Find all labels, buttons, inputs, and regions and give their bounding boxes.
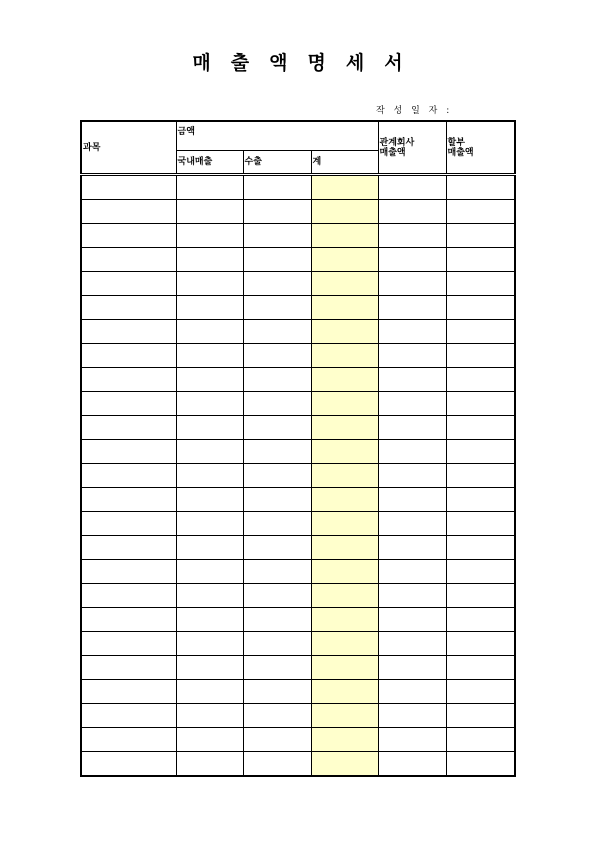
cell-total[interactable] <box>311 560 378 584</box>
cell-total[interactable] <box>311 512 378 536</box>
cell-total[interactable] <box>311 584 378 608</box>
table-row <box>81 344 515 368</box>
cell-installment[interactable] <box>446 296 515 320</box>
cell-subject[interactable] <box>81 272 176 296</box>
cell-affiliate[interactable] <box>378 392 446 416</box>
header-installment-line1: 할부 <box>447 137 465 148</box>
table-row <box>81 224 515 248</box>
cell-installment[interactable] <box>446 608 515 632</box>
cell-domestic[interactable] <box>176 560 243 584</box>
cell-affiliate[interactable] <box>378 416 446 440</box>
title-char: 매 <box>192 52 211 74</box>
cell-domestic[interactable] <box>176 175 243 200</box>
cell-domestic[interactable] <box>176 464 243 488</box>
cell-installment[interactable] <box>446 440 515 464</box>
cell-export[interactable] <box>243 560 311 584</box>
cell-subject[interactable] <box>81 464 176 488</box>
cell-total[interactable] <box>311 536 378 560</box>
cell-domestic[interactable] <box>176 680 243 704</box>
table-body <box>81 175 515 777</box>
cell-export[interactable] <box>243 440 311 464</box>
cell-domestic[interactable] <box>176 752 243 777</box>
cell-total[interactable] <box>311 656 378 680</box>
cell-affiliate[interactable] <box>378 224 446 248</box>
cell-total[interactable] <box>311 632 378 656</box>
cell-domestic[interactable] <box>176 248 243 272</box>
cell-installment[interactable] <box>446 224 515 248</box>
cell-export[interactable] <box>243 704 311 728</box>
cell-installment[interactable] <box>446 344 515 368</box>
cell-installment[interactable] <box>446 392 515 416</box>
table-row <box>81 272 515 296</box>
cell-export[interactable] <box>243 224 311 248</box>
table-row <box>81 488 515 512</box>
cell-installment[interactable] <box>446 320 515 344</box>
cell-total[interactable] <box>311 752 378 777</box>
cell-installment[interactable] <box>446 248 515 272</box>
cell-affiliate[interactable] <box>378 320 446 344</box>
cell-subject[interactable] <box>81 512 176 536</box>
title-char: 세 <box>345 52 365 74</box>
cell-installment[interactable] <box>446 728 515 752</box>
table-row <box>81 368 515 392</box>
cell-subject[interactable] <box>81 488 176 512</box>
cell-domestic[interactable] <box>176 320 243 344</box>
header-installment-sales <box>446 121 515 175</box>
cell-subject[interactable] <box>81 536 176 560</box>
table-row <box>81 536 515 560</box>
cell-subject[interactable] <box>81 175 176 200</box>
cell-affiliate[interactable] <box>378 752 446 777</box>
table-row <box>81 200 515 224</box>
cell-subject[interactable] <box>81 248 176 272</box>
cell-total[interactable] <box>311 272 378 296</box>
cell-affiliate[interactable] <box>378 368 446 392</box>
cell-export[interactable] <box>243 680 311 704</box>
cell-subject[interactable] <box>81 368 176 392</box>
cell-subject[interactable] <box>81 680 176 704</box>
header-affiliate-line1: 관계회사 <box>379 137 415 148</box>
cell-installment[interactable] <box>446 175 515 200</box>
cell-domestic[interactable] <box>176 608 243 632</box>
cell-installment[interactable] <box>446 464 515 488</box>
cell-export[interactable] <box>243 320 311 344</box>
cell-subject[interactable] <box>81 752 176 777</box>
cell-domestic[interactable] <box>176 728 243 752</box>
table-row <box>81 680 515 704</box>
cell-subject[interactable] <box>81 440 176 464</box>
cell-affiliate[interactable] <box>378 680 446 704</box>
cell-subject[interactable] <box>81 320 176 344</box>
table-row <box>81 752 515 777</box>
header-affiliate-sales <box>378 121 446 175</box>
cell-export[interactable] <box>243 248 311 272</box>
cell-subject[interactable] <box>81 608 176 632</box>
cell-domestic[interactable] <box>176 512 243 536</box>
cell-domestic[interactable] <box>176 224 243 248</box>
cell-export[interactable] <box>243 656 311 680</box>
cell-export[interactable] <box>243 584 311 608</box>
cell-installment[interactable] <box>446 656 515 680</box>
cell-domestic[interactable] <box>176 440 243 464</box>
header-amount: 금액 <box>176 121 378 151</box>
cell-domestic[interactable] <box>176 656 243 680</box>
cell-installment[interactable] <box>446 704 515 728</box>
cell-domestic[interactable] <box>176 368 243 392</box>
cell-total[interactable] <box>311 440 378 464</box>
cell-affiliate[interactable] <box>378 656 446 680</box>
cell-subject[interactable] <box>81 200 176 224</box>
cell-domestic[interactable] <box>176 632 243 656</box>
cell-total[interactable] <box>311 296 378 320</box>
header-affiliate-line2: 매출액 <box>379 147 406 158</box>
cell-export[interactable] <box>243 728 311 752</box>
cell-export[interactable] <box>243 464 311 488</box>
cell-affiliate[interactable] <box>378 488 446 512</box>
cell-export[interactable] <box>243 296 311 320</box>
cell-subject[interactable] <box>81 560 176 584</box>
cell-installment[interactable] <box>446 680 515 704</box>
cell-export[interactable] <box>243 416 311 440</box>
cell-domestic[interactable] <box>176 392 243 416</box>
cell-domestic[interactable] <box>176 272 243 296</box>
title-char: 출 <box>230 52 250 74</box>
table-row <box>81 296 515 320</box>
cell-export[interactable] <box>243 608 311 632</box>
table-row <box>81 175 515 200</box>
table-row <box>81 464 515 488</box>
cell-export[interactable] <box>243 344 311 368</box>
cell-affiliate[interactable] <box>378 536 446 560</box>
cell-affiliate[interactable] <box>378 296 446 320</box>
cell-subject[interactable] <box>81 632 176 656</box>
cell-affiliate[interactable] <box>378 248 446 272</box>
sales-table <box>80 120 516 777</box>
cell-affiliate[interactable] <box>378 440 446 464</box>
cell-subject[interactable] <box>81 224 176 248</box>
cell-subject[interactable] <box>81 344 176 368</box>
document-title <box>0 48 595 75</box>
table-row <box>81 728 515 752</box>
cell-installment[interactable] <box>446 752 515 777</box>
table-row <box>81 656 515 680</box>
cell-installment[interactable] <box>446 512 515 536</box>
cell-domestic[interactable] <box>176 584 243 608</box>
cell-affiliate[interactable] <box>378 344 446 368</box>
title-char: 액 <box>269 52 288 74</box>
table-row <box>81 608 515 632</box>
cell-export[interactable] <box>243 752 311 777</box>
header-subject: 과목 <box>81 121 176 175</box>
cell-installment[interactable] <box>446 272 515 296</box>
cell-domestic[interactable] <box>176 344 243 368</box>
cell-total[interactable] <box>311 488 378 512</box>
cell-installment[interactable] <box>446 488 515 512</box>
cell-affiliate[interactable] <box>378 560 446 584</box>
cell-affiliate[interactable] <box>378 728 446 752</box>
cell-export[interactable] <box>243 175 311 200</box>
cell-export[interactable] <box>243 200 311 224</box>
cell-installment[interactable] <box>446 632 515 656</box>
table-row <box>81 392 515 416</box>
cell-affiliate[interactable] <box>378 272 446 296</box>
header-total: 계 <box>311 151 378 175</box>
cell-installment[interactable] <box>446 368 515 392</box>
cell-subject[interactable] <box>81 728 176 752</box>
cell-installment[interactable] <box>446 200 515 224</box>
cell-export[interactable] <box>243 368 311 392</box>
cell-installment[interactable] <box>446 416 515 440</box>
cell-affiliate[interactable] <box>378 464 446 488</box>
table-row <box>81 584 515 608</box>
cell-domestic[interactable] <box>176 536 243 560</box>
cell-installment[interactable] <box>446 560 515 584</box>
table-row <box>81 512 515 536</box>
cell-total[interactable] <box>311 368 378 392</box>
header-installment-line2: 매출액 <box>447 147 474 158</box>
table-row <box>81 416 515 440</box>
cell-total[interactable] <box>311 248 378 272</box>
cell-total[interactable] <box>311 464 378 488</box>
title-char: 명 <box>307 52 326 74</box>
cell-total[interactable] <box>311 704 378 728</box>
cell-affiliate[interactable] <box>378 200 446 224</box>
header-export: 수출 <box>243 151 311 175</box>
cell-affiliate[interactable] <box>378 512 446 536</box>
cell-total[interactable] <box>311 728 378 752</box>
table-row <box>81 248 515 272</box>
cell-total[interactable] <box>311 392 378 416</box>
cell-total[interactable] <box>311 320 378 344</box>
cell-total[interactable] <box>311 680 378 704</box>
cell-installment[interactable] <box>446 584 515 608</box>
date-label: 작 성 일 자 : <box>376 106 453 116</box>
cell-domestic[interactable] <box>176 488 243 512</box>
cell-export[interactable] <box>243 632 311 656</box>
cell-subject[interactable] <box>81 584 176 608</box>
cell-domestic[interactable] <box>176 200 243 224</box>
cell-subject[interactable] <box>81 296 176 320</box>
cell-total[interactable] <box>311 416 378 440</box>
cell-export[interactable] <box>243 536 311 560</box>
cell-export[interactable] <box>243 272 311 296</box>
header-domestic: 국내매출 <box>176 151 243 175</box>
cell-affiliate[interactable] <box>378 175 446 200</box>
cell-total[interactable] <box>311 608 378 632</box>
cell-domestic[interactable] <box>176 296 243 320</box>
cell-subject[interactable] <box>81 704 176 728</box>
cell-subject[interactable] <box>81 656 176 680</box>
cell-subject[interactable] <box>81 392 176 416</box>
table-row <box>81 440 515 464</box>
cell-total[interactable] <box>311 175 378 200</box>
cell-total[interactable] <box>311 344 378 368</box>
cell-subject[interactable] <box>81 416 176 440</box>
cell-affiliate[interactable] <box>378 584 446 608</box>
title-char: 서 <box>384 52 403 74</box>
cell-affiliate[interactable] <box>378 608 446 632</box>
cell-total[interactable] <box>311 224 378 248</box>
table-row <box>81 704 515 728</box>
cell-export[interactable] <box>243 392 311 416</box>
cell-total[interactable] <box>311 200 378 224</box>
cell-export[interactable] <box>243 512 311 536</box>
cell-domestic[interactable] <box>176 416 243 440</box>
cell-affiliate[interactable] <box>378 632 446 656</box>
table-row <box>81 320 515 344</box>
cell-installment[interactable] <box>446 536 515 560</box>
table-row <box>81 560 515 584</box>
table-row <box>81 632 515 656</box>
cell-domestic[interactable] <box>176 704 243 728</box>
cell-affiliate[interactable] <box>378 704 446 728</box>
cell-export[interactable] <box>243 488 311 512</box>
